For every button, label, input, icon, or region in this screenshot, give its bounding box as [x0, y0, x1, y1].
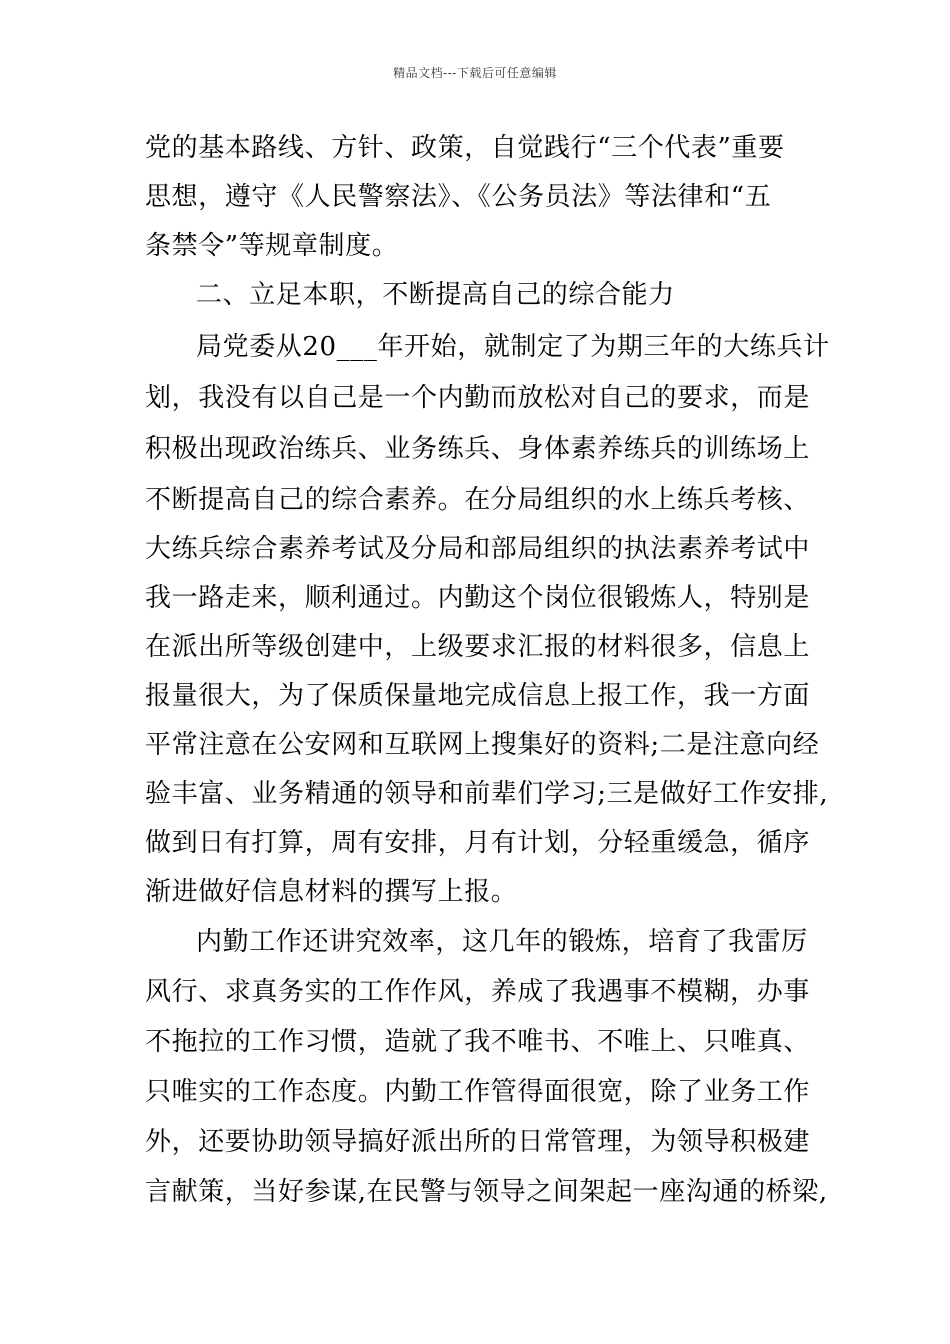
text-line: 不断提高自己的综合素养。在分局组织的水上练兵考核、 [145, 485, 811, 515]
text-line: 不拖拉的工作习惯，造就了我不唯书、不唯上、只唯真、 [145, 1027, 811, 1057]
text-line: 局党委从20___年开始，就制定了为期三年的大练兵计 [196, 332, 830, 362]
text-line: 平常注意在公安网和互联网上搜集好的资料;二是注意向经 [145, 730, 820, 760]
text-line: 党的基本路线、方针、政策，自觉践行“三个代表”重要 [145, 133, 785, 163]
text-line: 报量很大，为了保质保量地完成信息上报工作，我一方面 [145, 681, 811, 711]
text-line: 内勤工作还讲究效率，这几年的锻炼，培育了我雷厉 [196, 927, 808, 957]
text-line: 只唯实的工作态度。内勤工作管得面很宽，除了业务工作 [145, 1077, 811, 1107]
text-line: 外，还要协助领导搞好派出所的日常管理，为领导积极建 [145, 1127, 811, 1157]
text-line: 言献策，当好参谋,在民警与领导之间架起一座沟通的桥梁, [145, 1177, 828, 1207]
text-line: 我一路走来，顺利通过。内勤这个岗位很锻炼人，特别是 [145, 583, 811, 613]
text-line: 风行、求真务实的工作作风，养成了我遇事不模糊，办事 [145, 977, 811, 1007]
text-line: 大练兵综合素养考试及分局和部局组织的执法素养考试中 [145, 534, 811, 564]
text-line: 条禁令”等规章制度。 [145, 231, 399, 261]
text-line: 渐进做好信息材料的撰写上报。 [145, 877, 518, 907]
text-line: 思想，遵守《人民警察法》、《公务员法》等法律和“五 [145, 182, 772, 212]
text-line: 做到日有打算，周有安排，月有计划，分轻重缓急，循序 [145, 828, 811, 858]
text-line: 在派出所等级创建中，上级要求汇报的材料很多，信息上 [145, 632, 811, 662]
page-header: 精品文档---下载后可任意编辑 [393, 66, 557, 80]
text-line: 验丰富、业务精通的领导和前辈们学习;三是做好工作安排, [145, 779, 829, 809]
text-line: 积极出现政治练兵、业务练兵、身体素养练兵的训练场上 [145, 434, 811, 464]
text-line: 划，我没有以自己是一个内勤而放松对自己的要求，而是 [145, 383, 811, 413]
section-heading: 二、立足本职，不断提高自己的综合能力 [196, 280, 675, 310]
